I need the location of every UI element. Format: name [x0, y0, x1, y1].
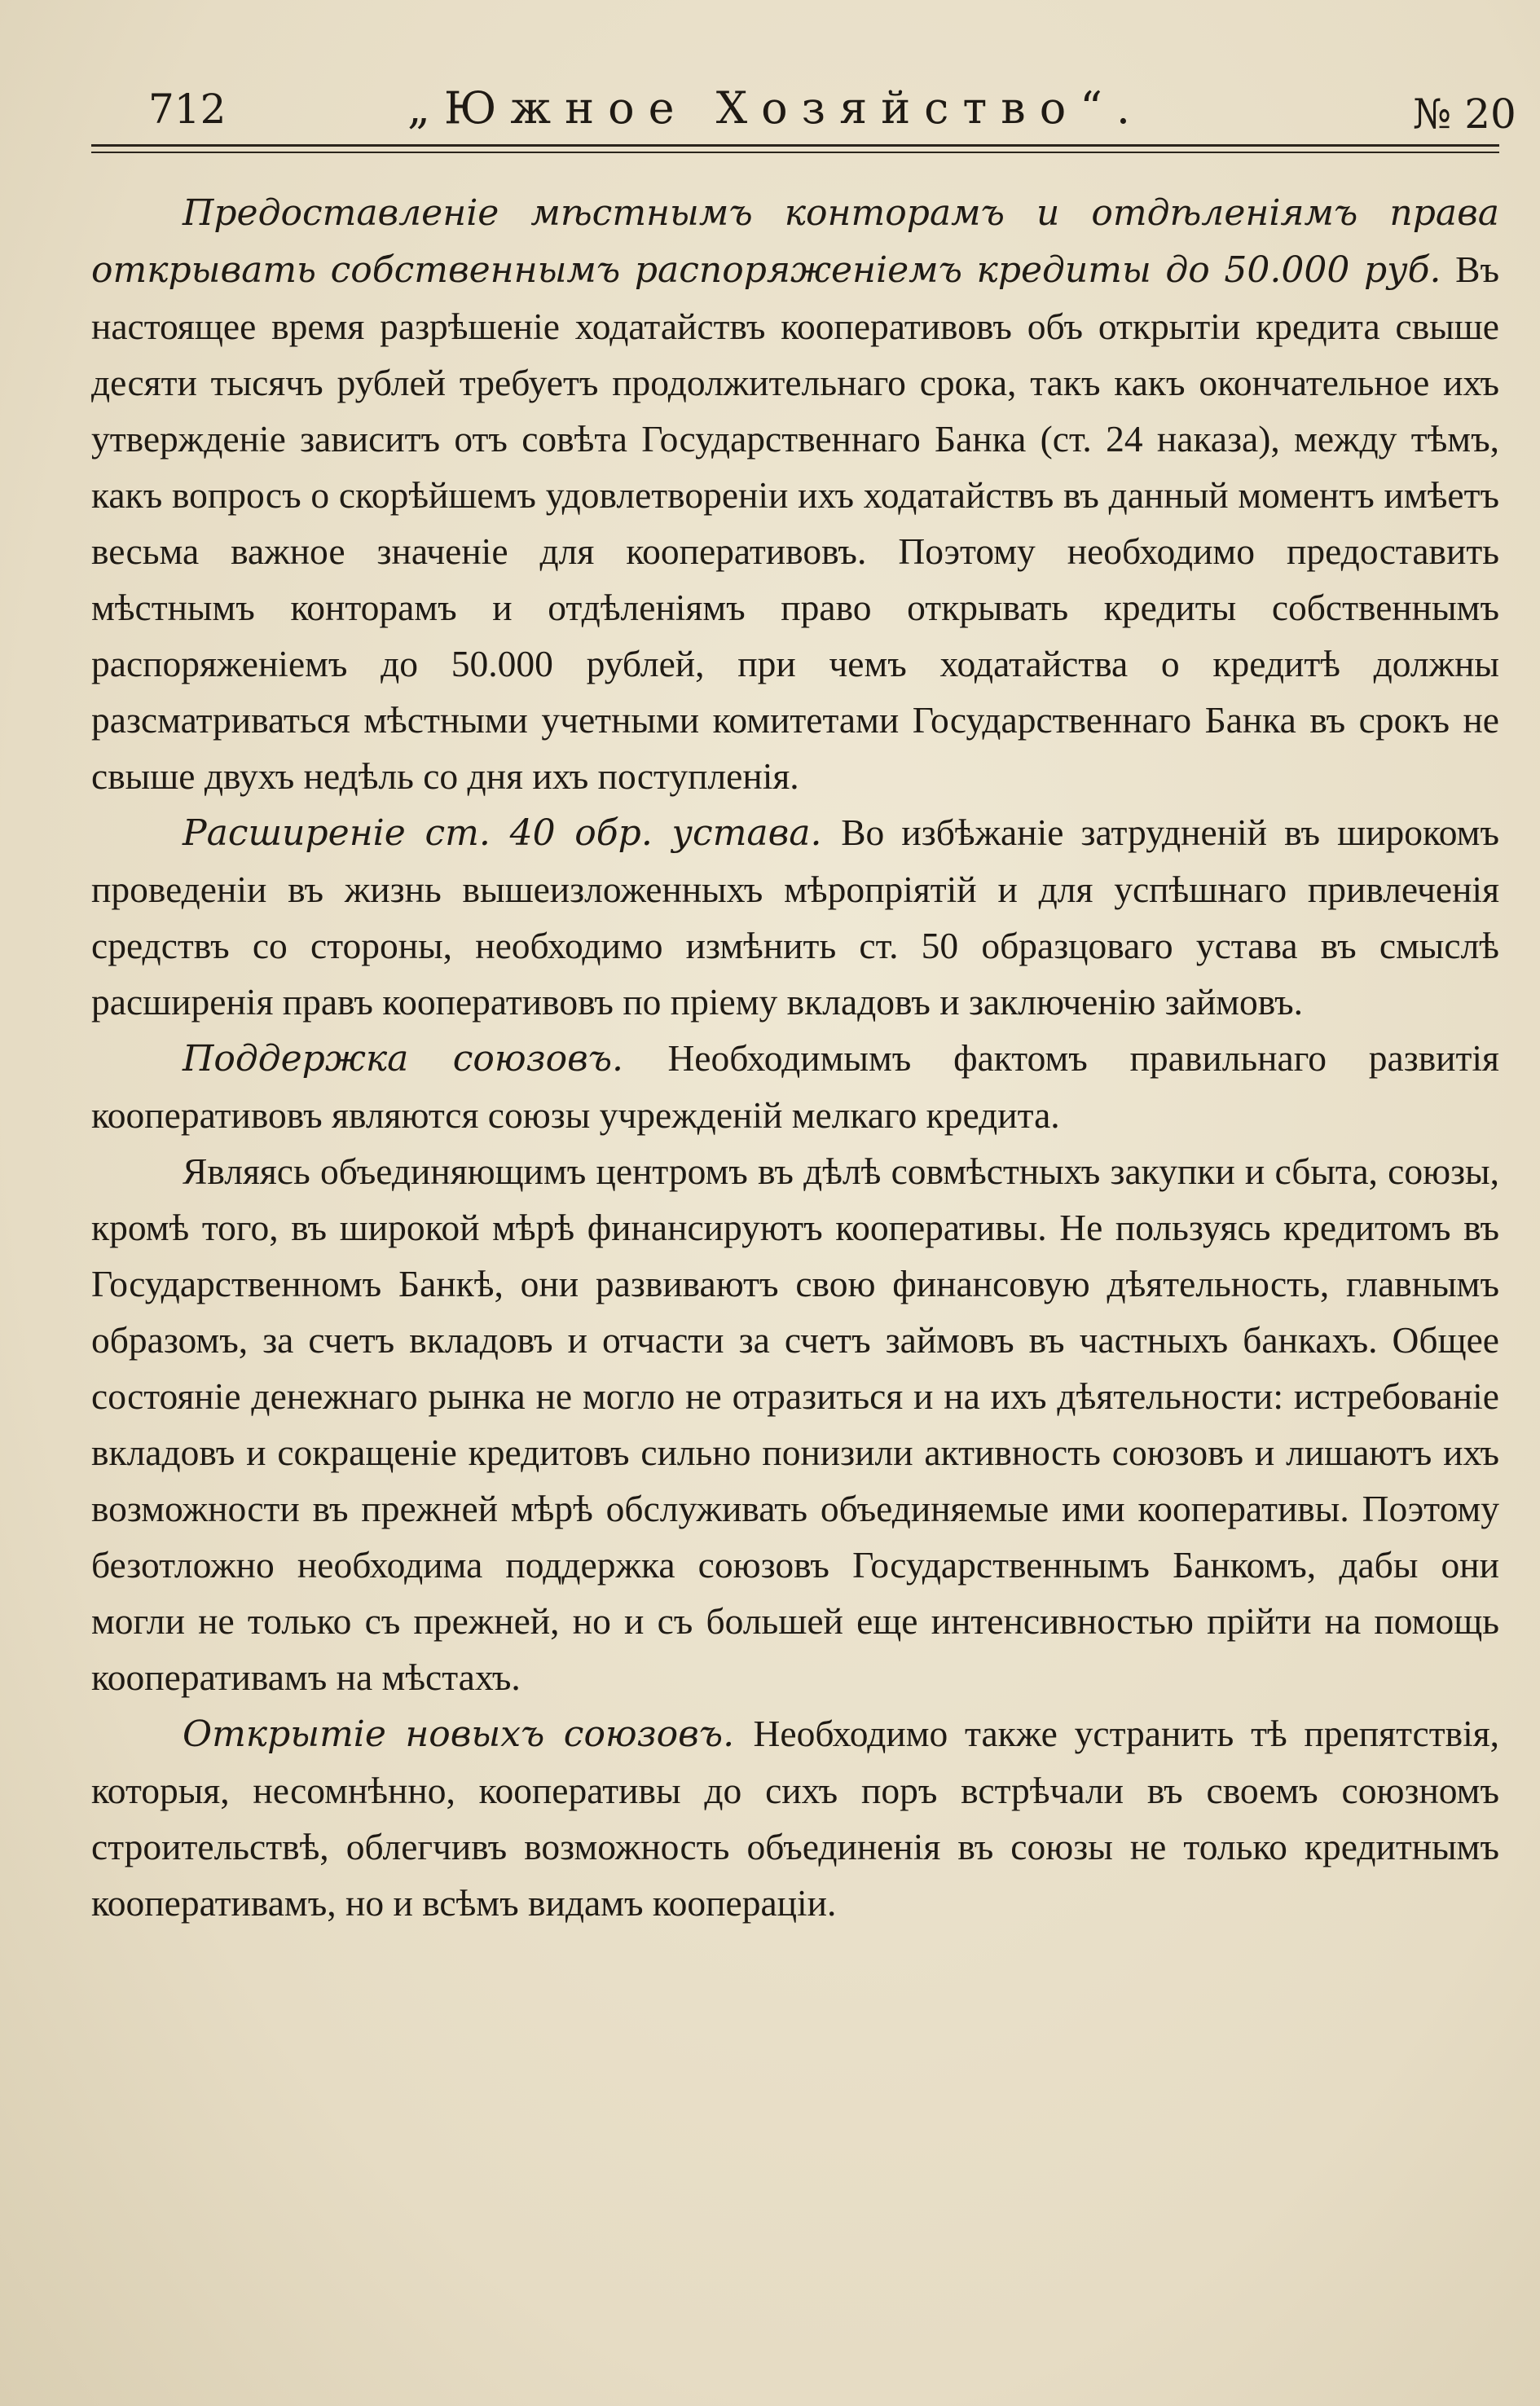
article-body [91, 184, 1516, 1931]
paragraph-heading: Расширеніе ст. 40 обр. устава. [183, 812, 842, 854]
page-header [91, 82, 1516, 144]
issue-number: № 20 [1413, 90, 1516, 138]
paragraph-union-support [91, 1030, 1499, 1143]
paragraph-charter-extension [91, 804, 1499, 1030]
journal-title: „Южное Хозяйство“. [407, 82, 1144, 134]
paragraph-text: Необходимымъ фактомъ правильнаго развитія кооперативовъ являются союзы учрежденій мелкаго кредита. [91, 1037, 1499, 1136]
paragraph-text: Во избѣжаніе затрудненій въ широкомъ проведеніи въ жизнь вышеизложенныхъ мѣропріятій и для успѣшнаго привлеченія средствъ со стороны, необходимо измѣнить ст. 50 образцоваго устава въ смыслѣ расширенія правъ кооперативовъ по пріему вкладовъ и заключенію займовъ. [91, 812, 1500, 1023]
paragraph-heading: Поддержка союзовъ. [183, 1038, 668, 1080]
header-rule-thin [91, 152, 1499, 153]
paragraph-text: Являясь объединяющимъ центромъ въ дѣлѣ совмѣстныхъ закупки и сбыта, союзы, кромѣ того, въ широкой мѣрѣ финансируютъ кооперативы. Не пользуясь кредитомъ въ Государственномъ Банкѣ, они развиваютъ свою финансовую дѣятельность, главнымъ образомъ, за счетъ вкладовъ и отчасти за счетъ займовъ въ частныхъ банкахъ. Общее состояніе денежнаго рынка не могло не отразиться и на ихъ дѣятельности: истребованіе вкладовъ и сокращеніе кредитовъ сильно понизили активность союзовъ и лишаютъ ихъ возможности въ прежней мѣрѣ обслуживать объединяемые ими кооперативы. Поэтому безотложно необходима поддержка союзовъ Государственнымъ Банкомъ, дабы они могли не только съ прежней, но и съ большей еще интенсивностью прійти на помощь кооперативамъ на мѣстахъ. [91, 1150, 1499, 1698]
page-number: 712 [148, 86, 227, 133]
paragraph-text: Въ настоящее время разрѣшеніе ходатайствъ кооперативовъ объ открытіи кредита свыше десяти тысячъ рублей требуетъ продолжительнаго срока, такъ какъ окончательное ихъ утвержденіе зависитъ отъ совѣта Государственнаго Банка (ст. 24 наказа), между тѣмъ, какъ вопросъ о скорѣйшемъ удовлетвореніи ихъ ходатайствъ въ данный моментъ имѣетъ весьма важное значеніе для кооперативовъ. Поэтому необходимо предоставить мѣстнымъ конторамъ и отдѣленіямъ право открывать кредиты собственнымъ распоряженіемъ до 50.000 рублей, при чемъ ходатайства о кредитѣ должны разсматриваться мѣстными учетными комитетами Государственнаго Банка въ срокъ не свыше двухъ недѣль со дня ихъ поступленія. [91, 249, 1499, 797]
header-rule [91, 144, 1499, 147]
paragraph-local-offices-credit [91, 184, 1499, 804]
paragraph-heading: Открытіе новыхъ союзовъ. [183, 1713, 754, 1755]
paragraph-union-finance [91, 1143, 1499, 1705]
paragraph-heading: Предоставленіе мѣстнымъ конторамъ и отдѣленіямъ права открывать собственнымъ распоряженіемъ кредиты до 50.000 руб. [91, 192, 1499, 291]
paragraph-new-unions [91, 1705, 1499, 1931]
paragraph-text: Необходимо также устранить тѣ препятствія, которыя, несомнѣнно, кооперативы до сихъ поръ встрѣчали въ своемъ союзномъ строительствѣ, облегчивъ возможность объединенія въ союзы не только кредитнымъ кооперативамъ, но и всѣмъ видамъ коопераціи. [91, 1713, 1500, 1924]
